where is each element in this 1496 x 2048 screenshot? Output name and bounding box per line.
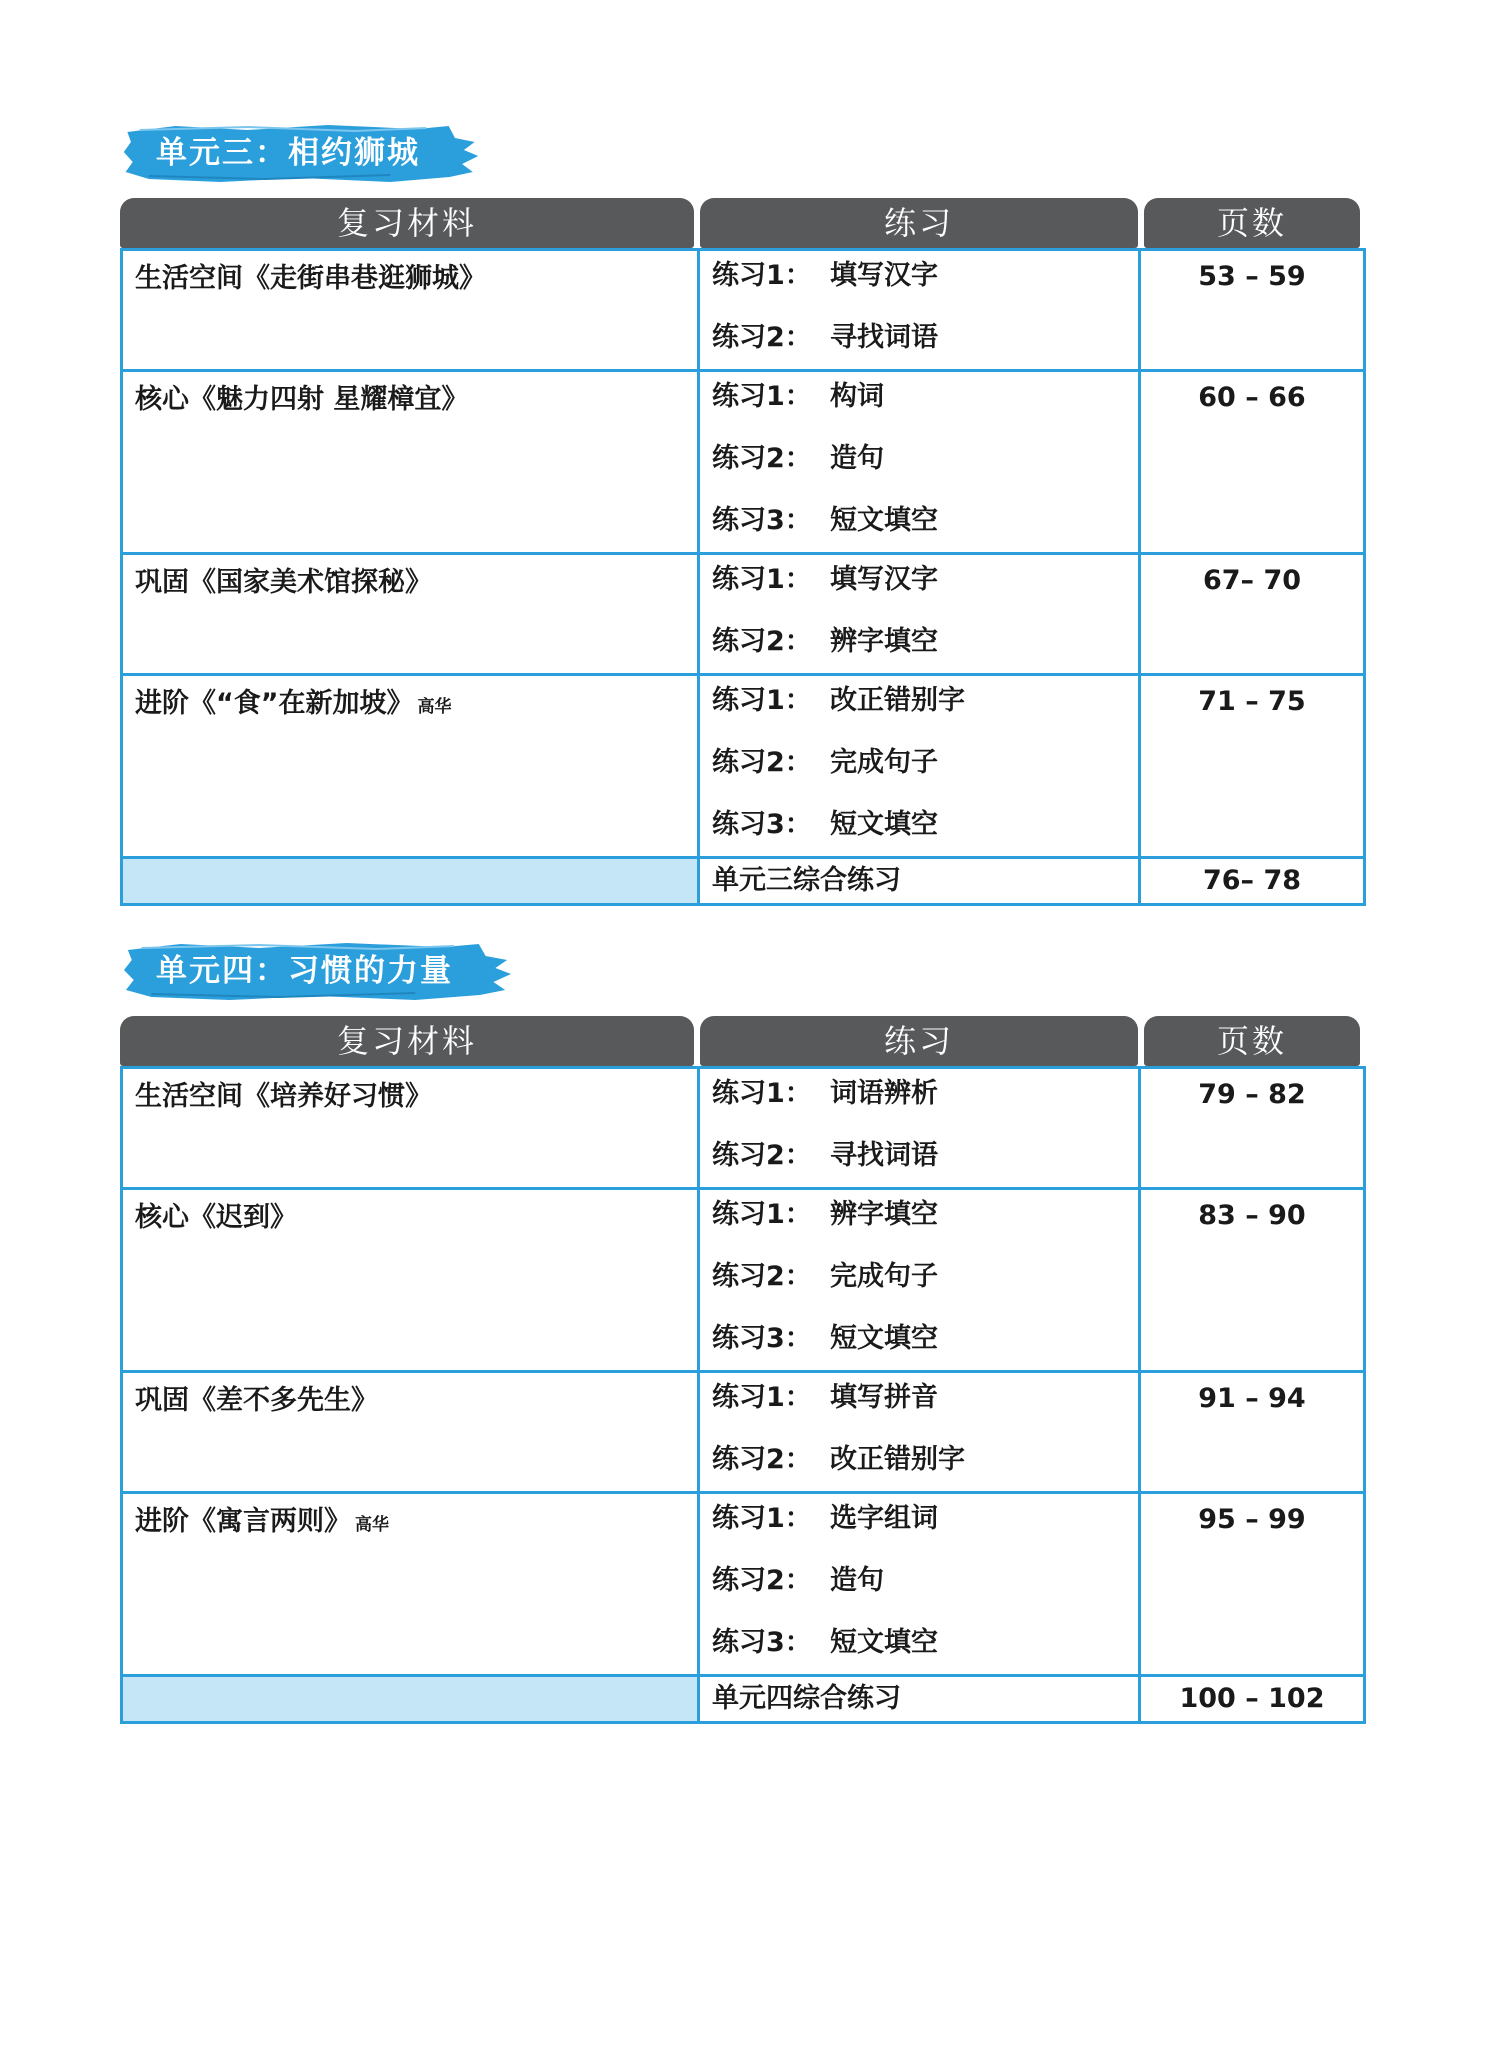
summary-fill: [122, 1676, 699, 1723]
page-range: 71 – 75: [1198, 686, 1306, 717]
unit-3-title-banner: [122, 122, 480, 184]
unit-4-toc-table: [120, 1066, 1366, 1724]
unit-4-title-banner: [122, 940, 513, 1002]
page-range: 91 – 94: [1198, 1383, 1306, 1414]
material-title: 巩固《国家美术馆探秘》: [135, 567, 432, 598]
material-title: 进阶《“食”在新加坡》 高华: [135, 688, 452, 719]
unit-3-table-header: [120, 198, 1360, 248]
material-title: 生活空间《培养好习惯》: [135, 1081, 432, 1112]
table-row: [122, 371, 1365, 554]
table-row: [122, 1189, 1365, 1372]
header-exercises: 练习: [700, 198, 1138, 248]
header-pages: 页数: [1144, 1016, 1360, 1066]
material-title: 巩固《差不多先生》: [135, 1385, 378, 1416]
table-row: [122, 675, 1365, 858]
exercise-item: 练习1： 填写拼音: [712, 1382, 938, 1413]
material-title: 核心《魅力四射 星耀樟宜》: [135, 384, 469, 415]
page-range: 53 – 59: [1198, 261, 1306, 292]
header-materials: 复习材料: [120, 1016, 694, 1066]
exercise-item: 练习1： 构词: [712, 381, 884, 412]
unit-4-table-header: [120, 1016, 1360, 1066]
exercise-item: 练习2： 改正错别字: [712, 1444, 965, 1475]
exercise-item: 练习3： 短文填空: [712, 1323, 938, 1354]
summary-label: 单元三综合练习: [712, 865, 901, 896]
unit-3-title-text: 单元三：相约狮城: [156, 135, 420, 171]
table-row: [122, 1493, 1365, 1676]
exercise-item: 练习2： 造句: [712, 1565, 884, 1596]
page-range: 83 – 90: [1198, 1200, 1306, 1231]
summary-label: 单元四综合练习: [712, 1683, 901, 1714]
unit-3-section: [120, 122, 1360, 906]
page-range: 67– 70: [1202, 565, 1302, 596]
header-exercises: 练习: [700, 1016, 1138, 1066]
exercise-item: 练习3： 短文填空: [712, 809, 938, 840]
exercise-item: 练习2： 寻找词语: [712, 322, 938, 353]
exercise-item: 练习2： 完成句子: [712, 747, 938, 778]
summary-pages: 76– 78: [1202, 865, 1302, 896]
material-title: 生活空间《走街串巷逛狮城》: [135, 263, 486, 294]
exercise-item: 练习2： 辨字填空: [712, 626, 938, 657]
table-row: [122, 1372, 1365, 1493]
page-range: 79 – 82: [1198, 1079, 1306, 1110]
table-row: [122, 250, 1365, 371]
summary-pages: 100 – 102: [1179, 1683, 1325, 1714]
level-tag: 高华: [417, 697, 452, 717]
summary-row: [122, 858, 1365, 905]
level-tag: 高华: [355, 1515, 389, 1535]
exercise-item: 练习2： 造句: [712, 443, 884, 474]
unit-3-toc-table: [120, 248, 1366, 906]
exercise-item: 练习1： 选字组词: [712, 1503, 938, 1534]
header-pages: 页数: [1144, 198, 1360, 248]
unit-4-section: [120, 940, 1360, 1724]
summary-row: [122, 1676, 1365, 1723]
table-row: [122, 1068, 1365, 1189]
summary-fill: [122, 858, 699, 905]
exercise-item: 练习1： 改正错别字: [712, 685, 965, 716]
unit-4-title-text: 单元四：习惯的力量: [156, 953, 453, 989]
exercise-item: 练习1： 辨字填空: [712, 1199, 938, 1230]
exercise-item: 练习3： 短文填空: [712, 505, 938, 536]
material-title: 核心《迟到》: [135, 1202, 297, 1233]
table-row: [122, 554, 1365, 675]
page-range: 60 – 66: [1198, 382, 1306, 413]
exercise-item: 练习1： 填写汉字: [712, 260, 938, 291]
header-materials: 复习材料: [120, 198, 694, 248]
exercise-item: 练习1： 词语辨析: [712, 1078, 938, 1109]
exercise-item: 练习3： 短文填空: [712, 1627, 938, 1658]
exercise-item: 练习2： 寻找词语: [712, 1140, 938, 1171]
page-range: 95 – 99: [1198, 1504, 1306, 1535]
material-title: 进阶《寓言两则》 高华: [135, 1506, 389, 1537]
exercise-item: 练习1： 填写汉字: [712, 564, 938, 595]
exercise-item: 练习2： 完成句子: [712, 1261, 938, 1292]
